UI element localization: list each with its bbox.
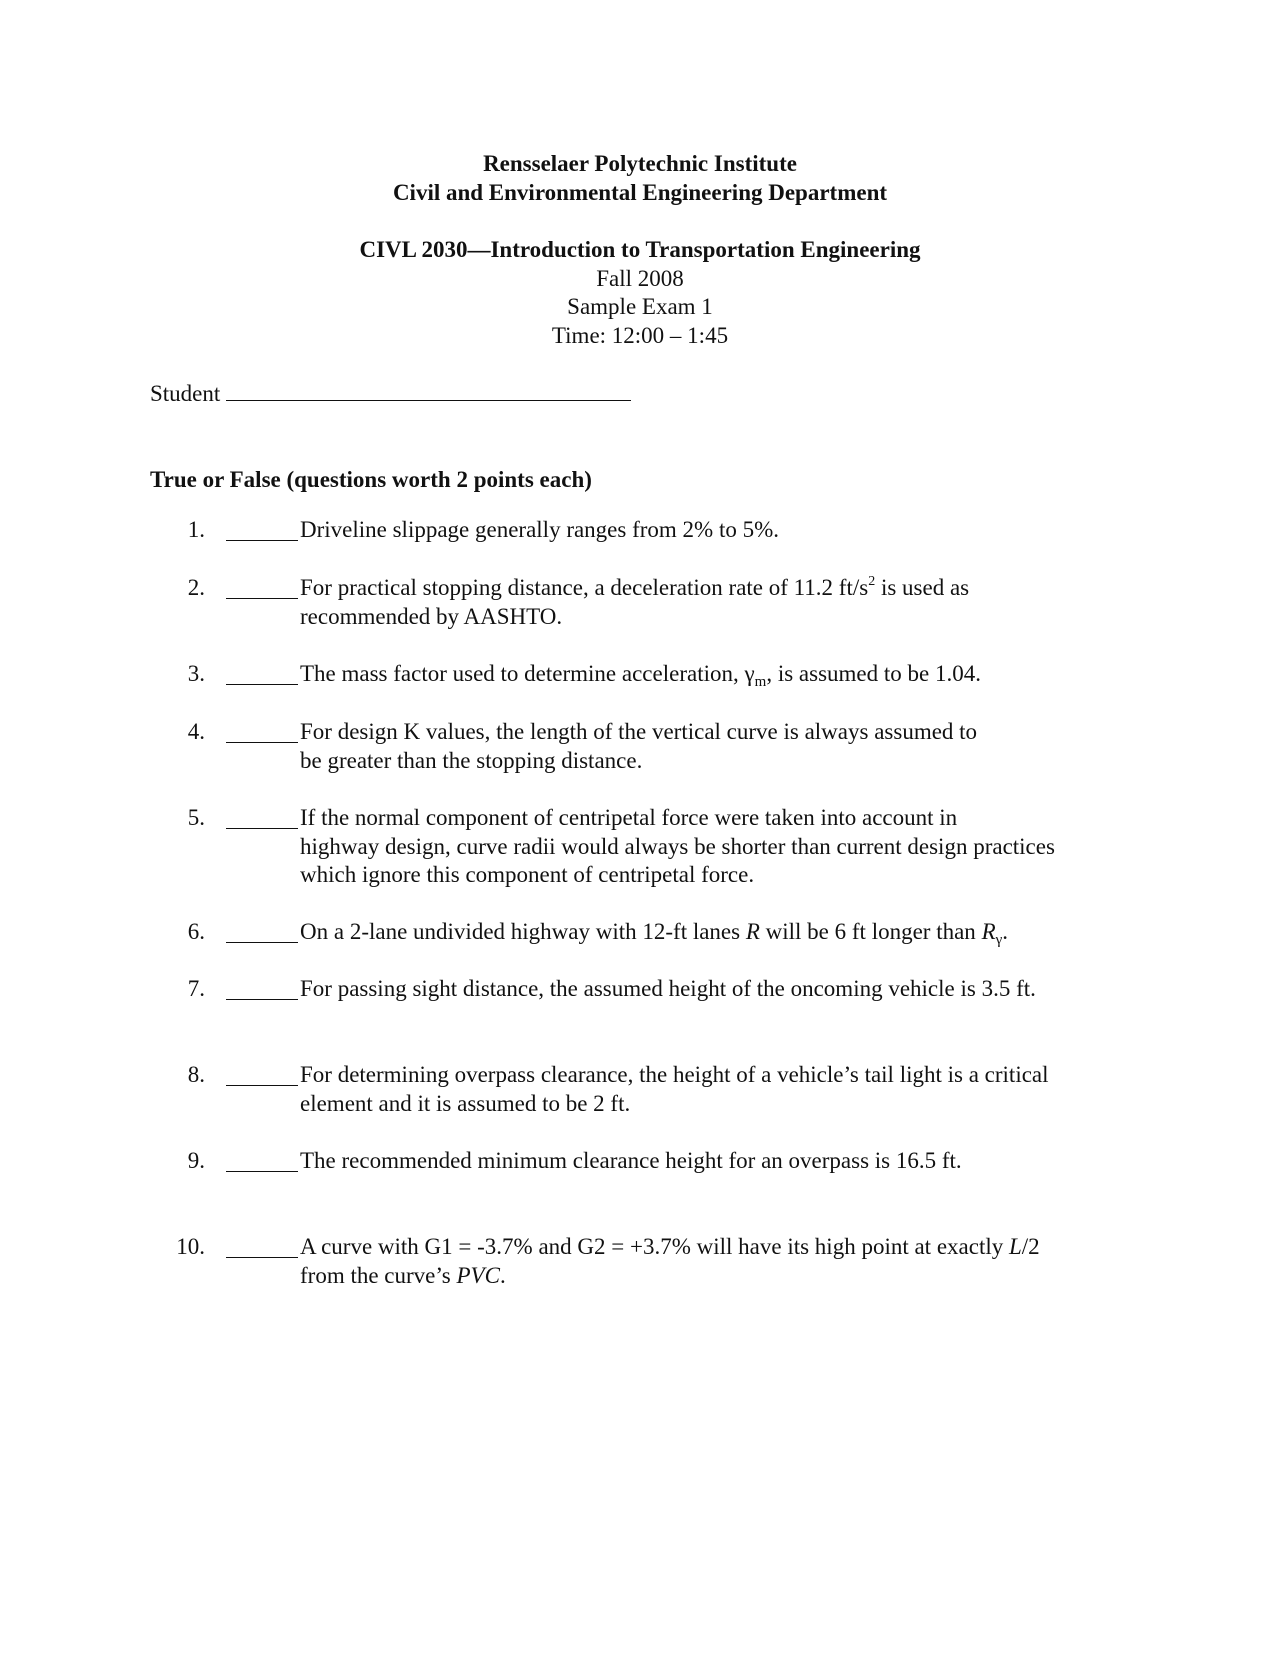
question-text: For passing sight distance, the assumed height of the oncoming vehicle is 3.5 ft. <box>300 976 1036 1001</box>
answer-blank[interactable] <box>226 1171 298 1172</box>
question-text: If the normal component of centripetal force were taken into account in highway design, curve radii would always be shorter than current design practices which ignore this component of centripetal force. <box>300 805 1055 887</box>
question-number: 8. <box>187 1062 205 1087</box>
student-name-blank[interactable] <box>226 380 631 401</box>
section-title: True or False (questions worth 2 points each) <box>150 467 592 492</box>
question-number: 3. <box>187 661 205 686</box>
question-text: On a 2-lane undivided highway with 12-ft lanes R will be 6 ft longer than $R_\gamma$. <box>300 919 1009 948</box>
answer-blank[interactable] <box>226 540 298 541</box>
student-name-line <box>150 380 631 407</box>
question-text: The recommended minimum clearance height for an overpass is 16.5 ft. <box>300 1148 962 1173</box>
institution-header <box>0 150 1280 207</box>
answer-blank[interactable] <box>226 828 298 829</box>
answer-blank[interactable] <box>226 1085 298 1086</box>
answer-blank[interactable] <box>226 598 298 599</box>
question-number: 4. <box>187 719 205 744</box>
question-text: A curve with G1 = -3.7% and G2 = +3.7% will have its high point at exactly L/2 from the curve’s PVC. <box>300 1234 1040 1288</box>
exam-name: Sample Exam 1 <box>567 294 713 319</box>
student-label: Student <box>150 381 221 406</box>
question-number: 1. <box>187 517 205 542</box>
answer-blank[interactable] <box>226 1257 298 1258</box>
question-number: 9. <box>187 1148 205 1173</box>
question-number: 5. <box>187 805 205 830</box>
answer-blank[interactable] <box>226 684 298 685</box>
answer-blank[interactable] <box>226 942 298 943</box>
exam-time: Time: 12:00 – 1:45 <box>551 322 729 348</box>
question-text: For determining overpass clearance, the height of a vehicle’s tail light is a critical element and it is assumed to be 2 ft. <box>300 1062 1049 1116</box>
department-name: Civil and Environmental Engineering Department <box>392 179 888 205</box>
exam-term: Fall 2008 <box>596 265 684 291</box>
question-number: 7. <box>187 976 205 1001</box>
institution-name: Rensselaer Polytechnic Institute <box>483 151 797 176</box>
question-text: The mass factor used to determine acceleration, $\gamma_m$, is assumed to be 1.04. <box>300 661 981 690</box>
answer-blank[interactable] <box>226 742 298 743</box>
question-text: Driveline slippage generally ranges from 2% to 5%. <box>300 517 780 542</box>
answer-blank[interactable] <box>226 999 298 1000</box>
question-number: 2. <box>187 575 205 600</box>
question-text: For practical stopping distance, a deceleration rate of 11.2 $ft/s^2$ is used as recommended by AASHTO. <box>300 574 970 629</box>
question-number: 6. <box>187 919 205 944</box>
question-text: For design K values, the length of the vertical curve is always assumed to be greater than the stopping distance. <box>300 719 978 773</box>
course-header <box>0 236 1280 350</box>
course-title: CIVL 2030—Introduction to Transportation Engineering <box>359 237 921 262</box>
question-number: 10. <box>176 1234 205 1259</box>
